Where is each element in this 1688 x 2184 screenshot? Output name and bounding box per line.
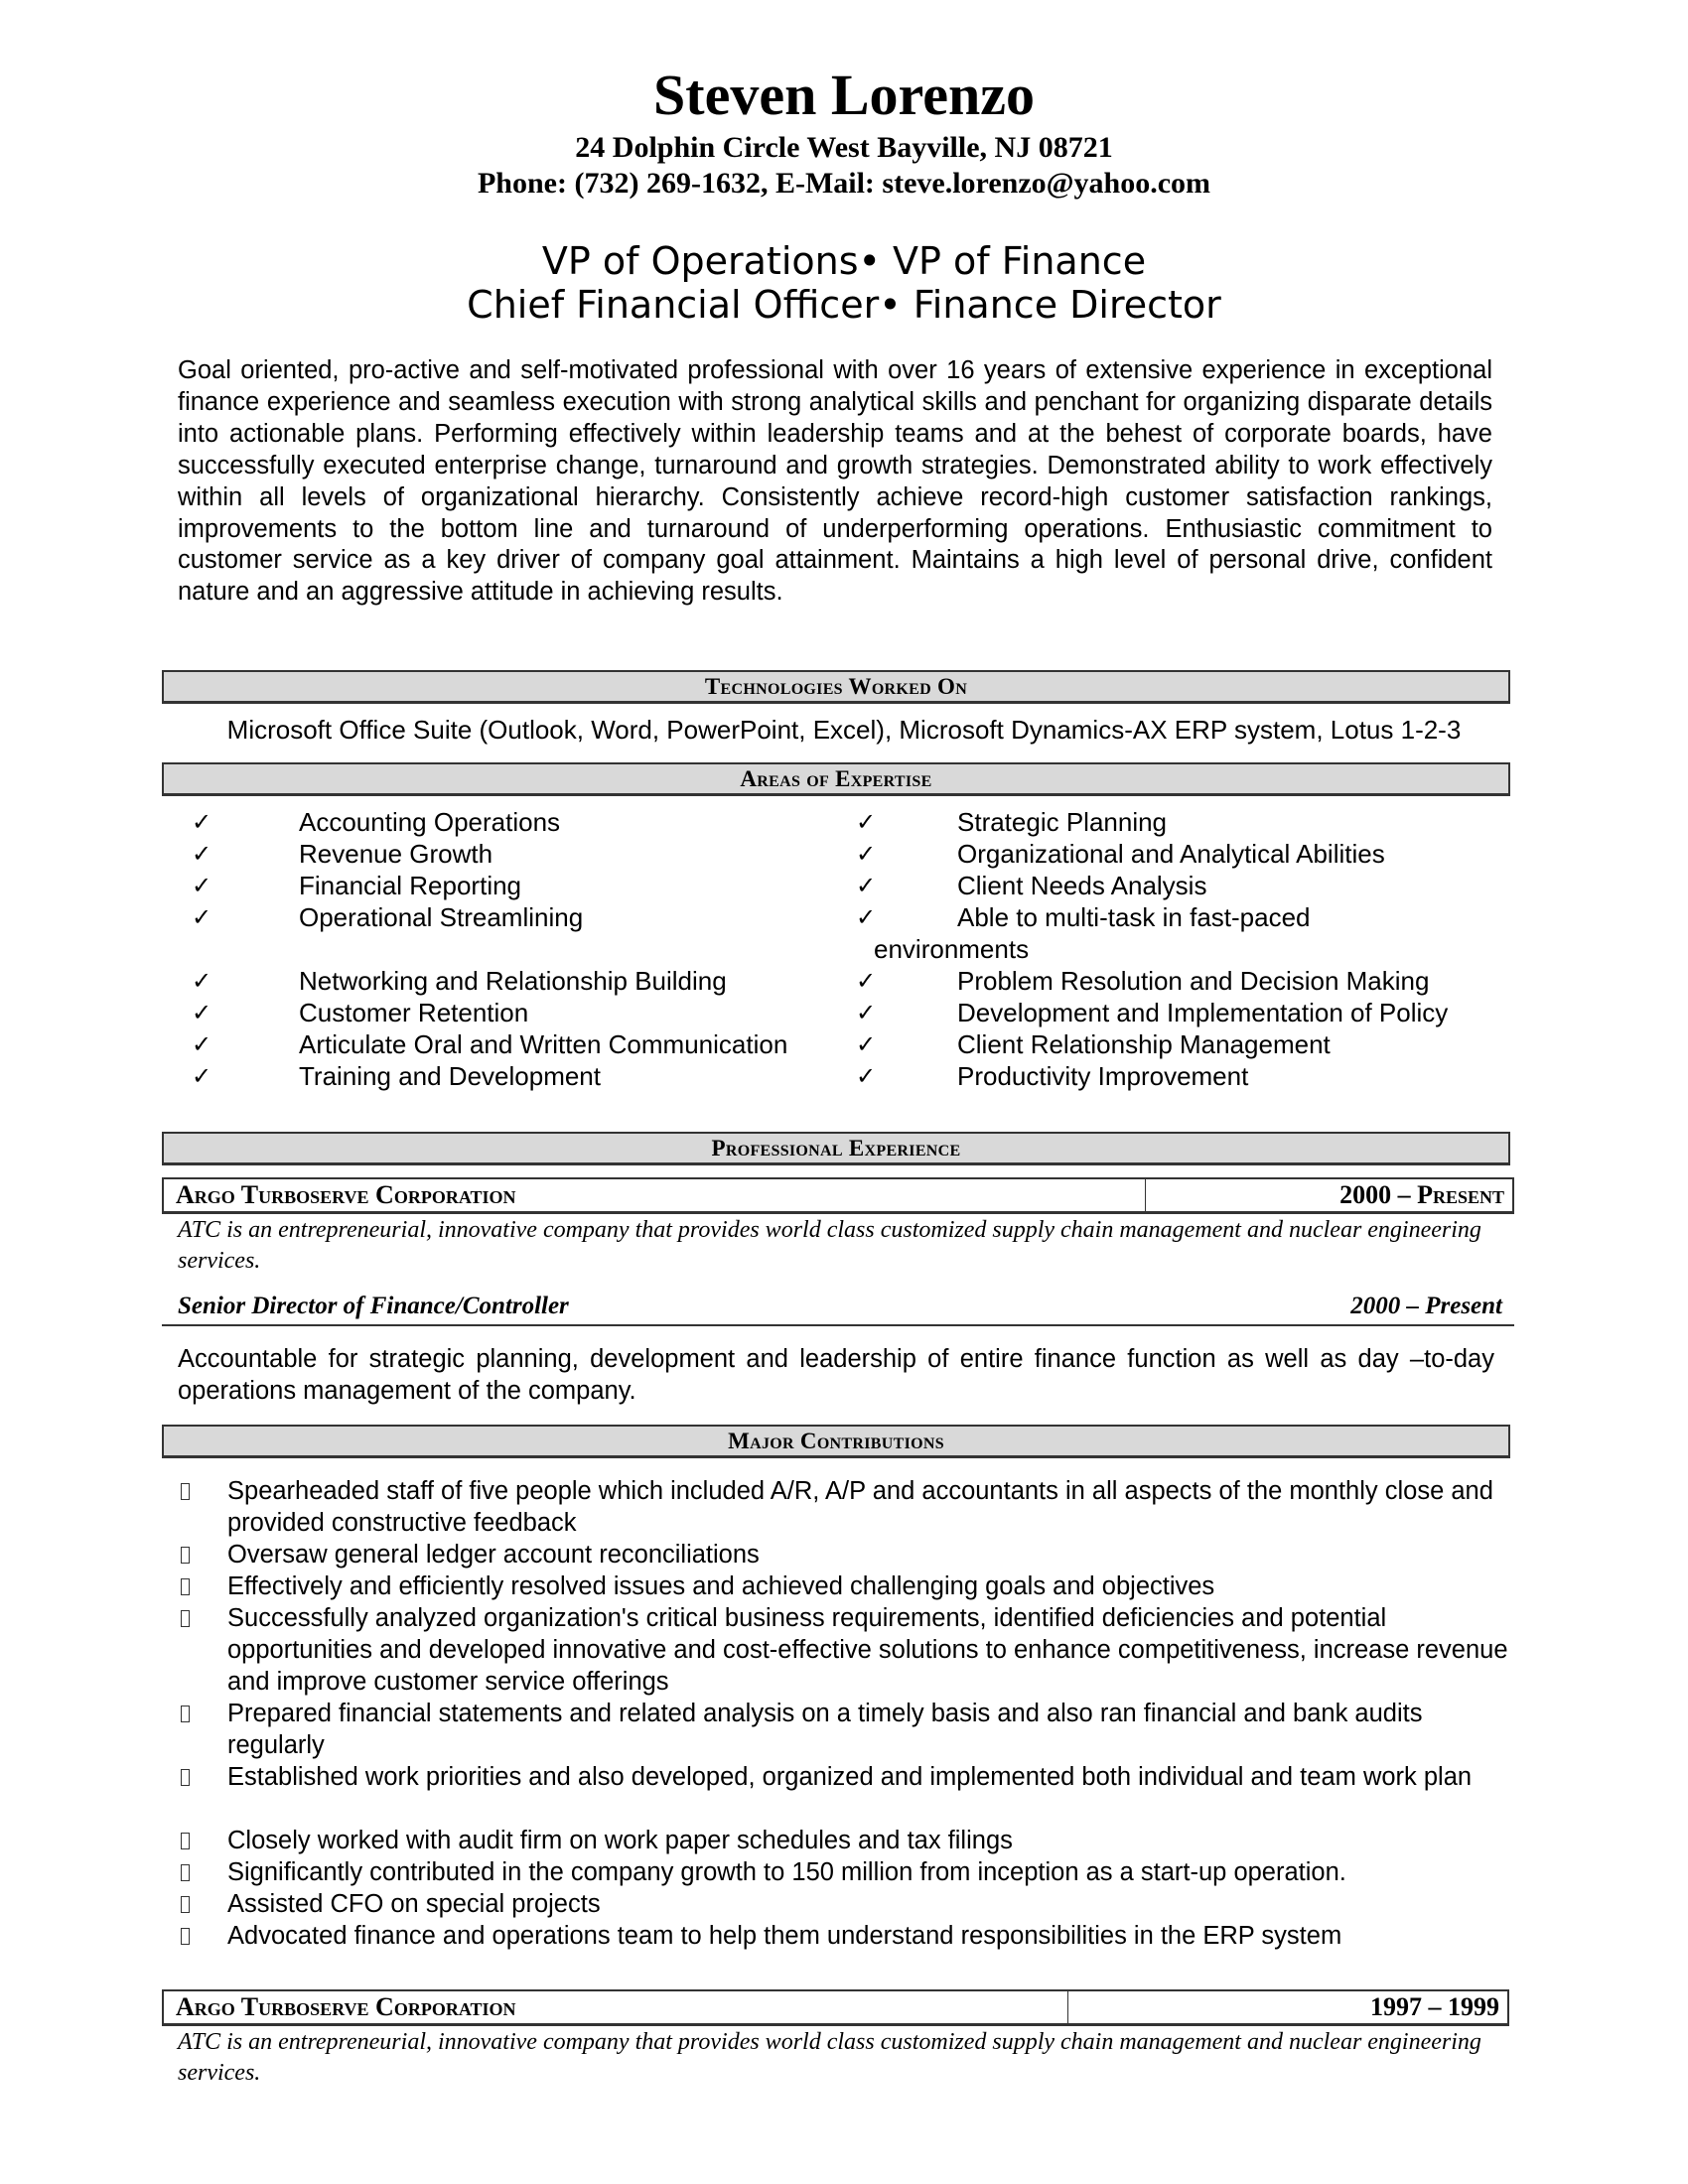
role-summary: Accountable for strategic planning, development and leadership of entire finance function as well as day –to-day operations management of the company. [178, 1345, 1494, 1405]
contribution-item: Prepared financial statements and related analysis on a timely basis and also ran financial and bank audits regularly [227, 1700, 1423, 1759]
expertise-item: Training and Development [299, 1061, 601, 1091]
contribution-item: Oversaw general ledger account reconciliations [227, 1541, 760, 1569]
candidate-name: Steven Lorenzo [653, 63, 1035, 127]
bullet-icon [181, 1483, 190, 1500]
check-icon: ✓ [856, 808, 877, 836]
contribution-item: Effectively and efficiently resolved issues and achieved challenging goals and objectives [227, 1572, 1215, 1600]
company-name: Argo Turboserve Corporation [176, 1180, 516, 1209]
expertise-list [0, 806, 1688, 1104]
expertise-item: Strategic Planning [957, 807, 1168, 837]
divider [1145, 1179, 1146, 1211]
company-row [162, 1989, 1509, 2026]
expertise-item: Client Needs Analysis [957, 871, 1207, 900]
check-icon: ✓ [856, 872, 877, 899]
expertise-item: Productivity Improvement [957, 1061, 1249, 1091]
expertise-item: Accounting Operations [299, 807, 561, 837]
company-name: Argo Turboserve Corporation [176, 1992, 516, 2021]
expertise-item: Customer Retention [299, 998, 529, 1027]
profile-summary: Goal oriented, pro-active and self-motivated professional with over 16 years of extensive experience in exceptional finance experience and seamless execution with strong analytical skills and penchant for organizing disparate details into actionable plans. Performing effectively within leadership teams and at the behest of corporate boards, have successfully executed enterprise change, turnaround and growth strategies. Demonstrated ability to work effectively within all levels of organizational hierarchy. Consistently achieve record-high customer satisfaction rankings, improvements to the bottom line and turnaround of underperforming operations. Enthusiastic commitment to customer service as a key driver of company goal attainment. Maintains a high level of personal drive, confident nature and an aggressive attitude in achieving results. [178, 356, 1492, 607]
role-row [162, 1293, 1514, 1326]
company-description: ATC is an entrepreneurial, innovative company that provides world class customized supply chain management and nuclear engineering services. [178, 1217, 1481, 1274]
bullet-icon [181, 1578, 190, 1595]
check-icon: ✓ [856, 1030, 877, 1058]
check-icon: ✓ [192, 967, 212, 995]
role-title: Senior Director of Finance/Controller [178, 1293, 569, 1319]
contact-line: Phone: (732) 269-1632, E-Mail: steve.lorenzo@yahoo.com [477, 167, 1211, 200]
bullet-icon [181, 1896, 190, 1913]
expertise-item: Networking and Relationship Building [299, 966, 727, 996]
contribution-item: Established work priorities and also developed, organized and implemented both individual and team work plan [227, 1763, 1473, 1791]
bullet-icon [181, 1928, 190, 1945]
check-icon: ✓ [856, 840, 877, 868]
contribution-item: Closely worked with audit firm on work paper schedules and tax filings [227, 1827, 1013, 1854]
check-icon: ✓ [192, 999, 212, 1026]
experience-heading: Professional Experience [162, 1132, 1510, 1165]
expertise-item: Development and Implementation of Policy [957, 998, 1449, 1027]
expertise-item: Able to multi-task in fast-paced [957, 902, 1311, 932]
technologies-list: Microsoft Office Suite (Outlook, Word, PowerPoint, Excel), Microsoft Dynamics-AX ERP system, Lotus 1-2-3 [226, 715, 1462, 745]
check-icon: ✓ [192, 872, 212, 899]
target-titles-1: VP of Operations• VP of Finance [541, 239, 1147, 283]
company-row [162, 1177, 1514, 1214]
bullet-icon [181, 1864, 190, 1881]
expertise-item: Articulate Oral and Written Communication [299, 1029, 788, 1059]
bullet-icon [181, 1610, 190, 1627]
expertise-item: Operational Streamlining [299, 902, 584, 932]
check-icon: ✓ [192, 903, 212, 931]
expertise-item: Organizational and Analytical Abilities [957, 839, 1385, 869]
bullet-icon [181, 1706, 190, 1722]
check-icon: ✓ [192, 1062, 212, 1090]
contribution-item: Successfully analyzed organization's critical business requirements, identified deficiencies and potential opportunities and developed innovative and cost-effective solutions to enhance competitiveness, increase revenue and improve customer service offerings [227, 1604, 1508, 1696]
expertise-item: Revenue Growth [299, 839, 493, 869]
check-icon: ✓ [192, 840, 212, 868]
target-titles-2: Chief Financial Officer• Finance Director [467, 283, 1221, 327]
contribution-item: Assisted CFO on special projects [227, 1890, 601, 1918]
check-icon: ✓ [192, 1030, 212, 1058]
expertise-heading: Areas of Expertise [162, 762, 1510, 796]
check-icon: ✓ [856, 1062, 877, 1090]
check-icon: ✓ [856, 903, 877, 931]
contribution-item: Spearheaded staff of five people which included A/R, A/P and accountants in all aspects of the monthly close and provided constructive feedback [227, 1477, 1493, 1537]
company-dates: 2000 – Present [1339, 1180, 1504, 1209]
expertise-item: Financial Reporting [299, 871, 522, 900]
bullet-icon [181, 1547, 190, 1564]
contribution-item: Advocated finance and operations team to help them understand responsibilities in the ERP system [227, 1922, 1342, 1950]
company-description: ATC is an entrepreneurial, innovative company that provides world class customized supply chain management and nuclear engineering services. [178, 2029, 1481, 2086]
expertise-item-continued: environments [874, 934, 1030, 964]
address: 24 Dolphin Circle West Bayville, NJ 08721 [575, 131, 1113, 164]
expertise-item: Problem Resolution and Decision Making [957, 966, 1430, 996]
contribution-item: Significantly contributed in the company growth to 150 million from inception as a start-up operation. [227, 1858, 1346, 1886]
role-dates: 2000 – Present [1350, 1293, 1502, 1319]
divider [1067, 1991, 1068, 2023]
company-dates: 1997 – 1999 [1370, 1992, 1499, 2021]
check-icon: ✓ [856, 999, 877, 1026]
bullet-icon [181, 1833, 190, 1849]
expertise-item: Client Relationship Management [957, 1029, 1331, 1059]
contributions-heading: Major Contributions [162, 1425, 1510, 1458]
technologies-heading: Technologies Worked On [162, 670, 1510, 704]
check-icon: ✓ [856, 967, 877, 995]
check-icon: ✓ [192, 808, 212, 836]
bullet-icon [181, 1769, 190, 1786]
